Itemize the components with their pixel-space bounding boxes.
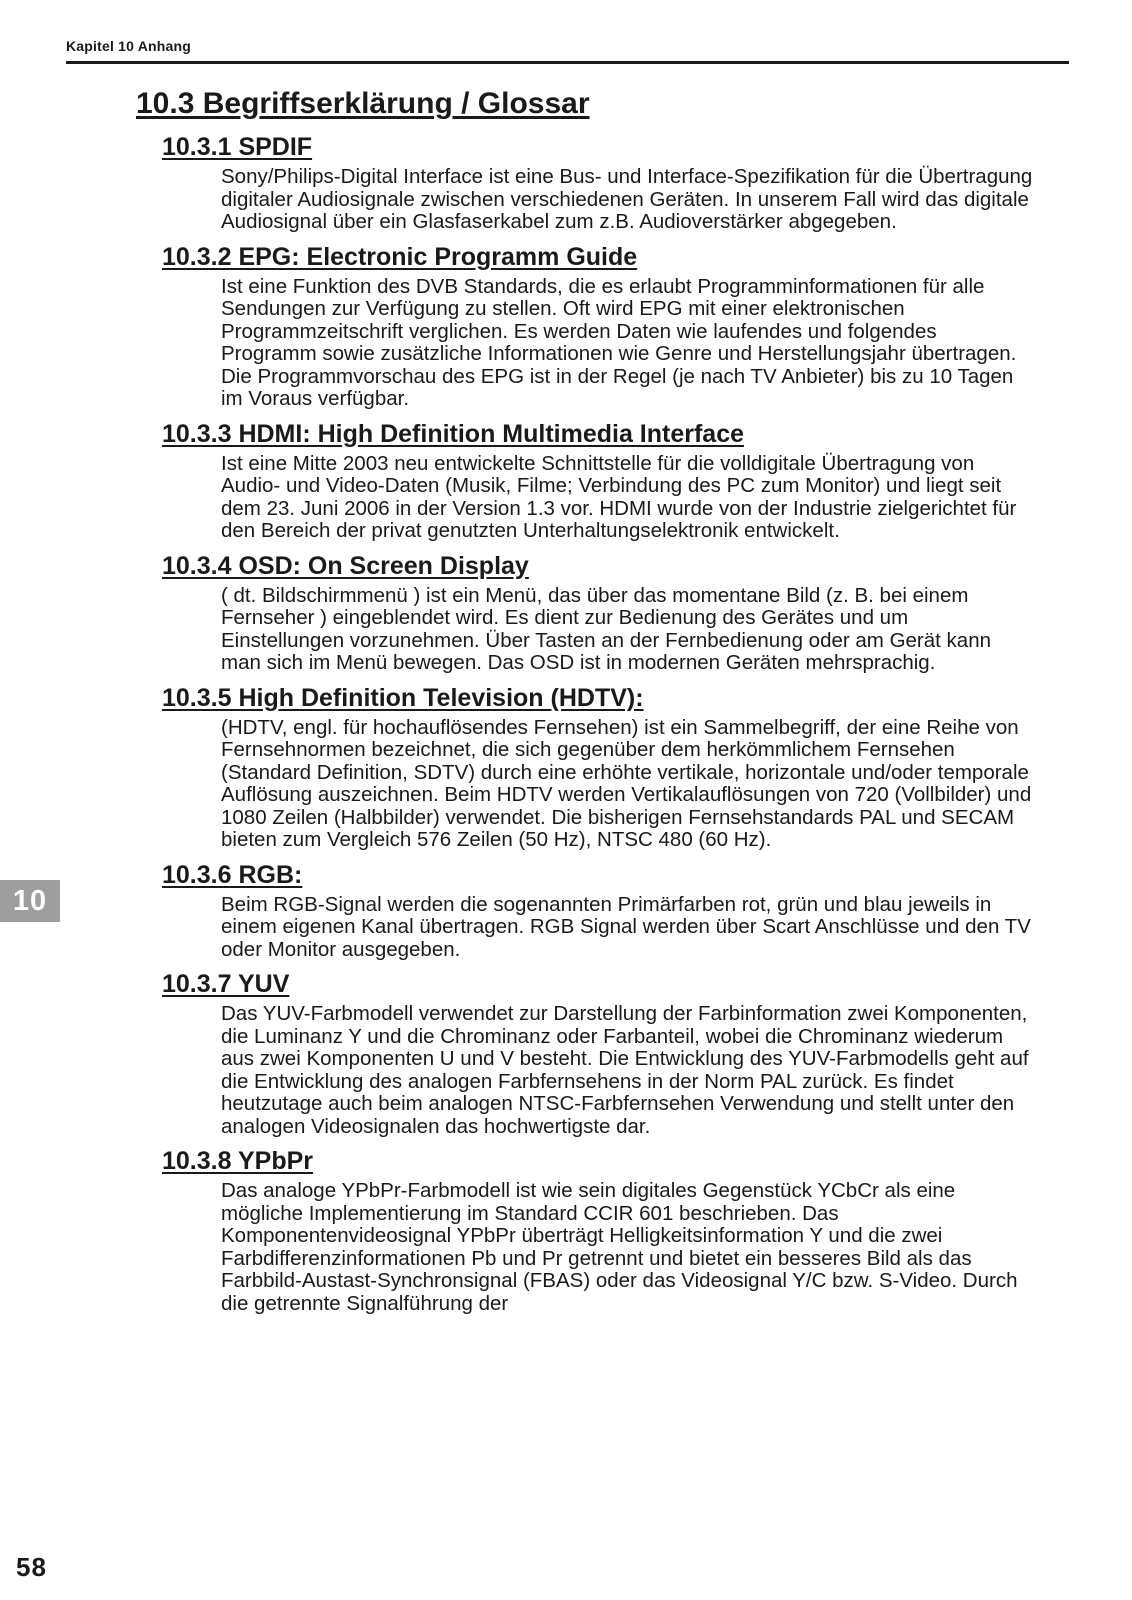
- entry-title: 10.3.4 OSD: On Screen Display: [162, 551, 529, 580]
- glossary-entry-rgb: [136, 860, 1036, 962]
- entry-body: Ist eine Mitte 2003 neu entwickelte Schnittstelle für die volldigitale Übertragung von Audio- und Video-Daten (Musik, Filme; Verbindung des PC zum Monitor) und liegt seit dem 23. Juni 2006 in der Version 1.3 vor. HDMI wurde von der Industrie zielgerichtet für den Bereich der privat genutzten Unterhaltungselektronik entwickelt.: [221, 451, 1017, 542]
- entry-title: 10.3.2 EPG: Electronic Programm Guide: [162, 242, 638, 271]
- glossary-entry-yuv: [136, 969, 1036, 1138]
- glossary-entry-hdtv: [136, 683, 1036, 852]
- glossary-entry-ypbpr: [136, 1146, 1036, 1315]
- entry-title: 10.3.5 High Definition Television (HDTV):: [162, 683, 644, 712]
- glossary-entry-epg: [136, 242, 1036, 411]
- entry-body: Das analoge YPbPr-Farbmodell ist wie sein digitales Gegenstück YCbCr als eine mögliche Implementierung im Standard CCIR 601 beschrieben. Das Komponentenvideosignal YPbPr überträgt Helligkeitsinformation Y und die zwei Farbdifferenzinformationen Pb und Pr getrennt und bietet ein besseres Bild als das Farbbild-Austast-Synchronsignal (FBAS) oder das Videosignal Y/C bzw. S-Video. Durch die getrennte Signalführung der: [221, 1179, 1018, 1315]
- entry-body: Das YUV-Farbmodell verwendet zur Darstellung der Farbinformation zwei Komponenten, die Luminanz Y und die Chrominanz oder Farbanteil, wobei die Chrominanz wiederum aus zwei Komponenten U und V besteht. Die Entwicklung des YUV-Farbmodells geht auf die Entwicklung des analogen Farbfernsehens in der Norm PAL zurück. Es findet heutzutage auch beim analogen NTSC-Farbfernsehen Verwendung und stellt unter den analogen Videosignalen das hochwertigste dar.: [221, 1002, 1029, 1138]
- entry-title: 10.3.3 HDMI: High Definition Multimedia Interface: [162, 419, 745, 448]
- entry-body: ( dt. Bildschirmmenü ) ist ein Menü, das über das momentane Bild (z. B. bei einem Fernseher ) eingeblendet wird. Es dient zur Bedienung des Gerätes und um Einstellungen vorzunehmen. Über Tasten an der Fernbedienung oder am Gerät kann man sich im Menü bewegen. Das OSD ist in modernen Geräten mehrsprachig.: [221, 583, 991, 674]
- section-title: 10.3 Begriffserklärung / Glossar: [136, 87, 590, 120]
- entry-title: 10.3.1 SPDIF: [162, 133, 313, 161]
- glossary-entry-osd: [136, 551, 1036, 675]
- entry-body: Ist eine Funktion des DVB Standards, die es erlaubt Programminformationen für alle Sendungen zur Verfügung zu stellen. Oft wird EPG mit einer elektronischen Programmzeitschrift verglichen. Es werden Daten wie laufendes und folgendes Programm sowie zusätzliche Informationen wie Genre und Herstellungsjahr übertragen. Die Programmvorschau des EPG ist in der Regel (je nach TV Anbieter) bis zu 10 Tagen im Voraus verfügbar.: [221, 274, 1017, 410]
- header-rule: [66, 61, 1069, 64]
- entry-title: 10.3.6 RGB:: [162, 860, 303, 889]
- entry-body: Sony/Philips-Digital Interface ist eine Bus- und Interface-Spezifikation für die Übertragung digitaler Audiosignale zwischen verschiedenen Geräten. In unserem Fall wird das digitale Audiosignal über ein Glasfaserkabel zum z.B. Audioverstärker abgegeben.: [221, 165, 1033, 233]
- entry-title: 10.3.7 YUV: [162, 970, 290, 998]
- entry-title: 10.3.8 YPbPr: [162, 1147, 314, 1175]
- entry-body: (HDTV, engl. für hochauflösendes Fernsehen) ist ein Sammelbegriff, der eine Reihe von Fernsehnormen bezeichnet, die sich gegenüber dem herkömmlichem Fernsehen (Standard Definition, SDTV) durch eine erhöhte vertikale, horizontale und/oder temporale Auflösung auszeichnen. Beim HDTV werden Vertikalauflösungen von 720 (Vollbilder) und 1080 Zeilen (Halbbilder) verwendet. Die bisherigen Fernsehstandards PAL und SECAM bieten zum Vergleich 576 Zeilen (50 Hz), NTSC 480 (60 Hz).: [221, 715, 1032, 851]
- entry-body: Beim RGB-Signal werden die sogenannten Primärfarben rot, grün und blau jeweils in einem eigenen Kanal übertragen. RGB Signal werden über Scart Anschlüsse und den TV oder Monitor ausgegeben.: [221, 892, 1031, 961]
- running-header: Kapitel 10 Anhang: [66, 38, 192, 54]
- glossary-content: [136, 86, 1036, 1323]
- glossary-entry-hdmi: [136, 419, 1036, 543]
- chapter-tab: 10: [0, 880, 60, 922]
- glossary-entry-spdif: [136, 132, 1036, 234]
- page-number: 58: [16, 1552, 47, 1582]
